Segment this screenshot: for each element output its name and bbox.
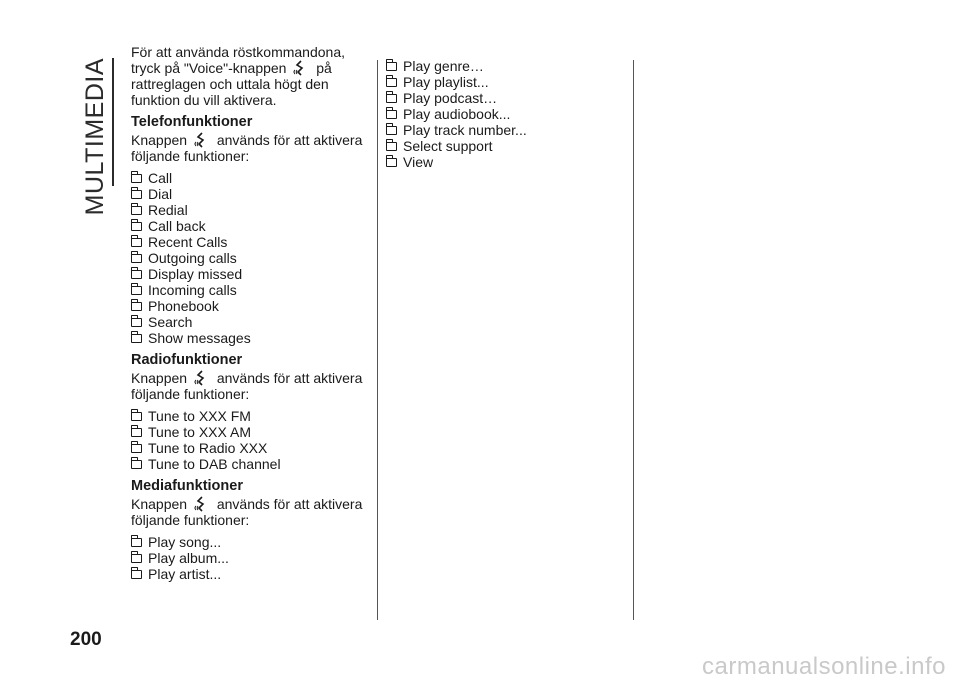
media-heading: Mediafunktioner (131, 478, 243, 494)
list-item (131, 282, 367, 298)
list-item (131, 408, 367, 424)
voice-command-icon (193, 496, 211, 512)
phone-desc-2: används för att aktivera följande funktioner: (131, 132, 363, 164)
checkbox-bullet-icon (386, 126, 397, 135)
checkbox-bullet-icon (131, 254, 142, 263)
checkbox-bullet-icon (386, 94, 397, 103)
radio-heading: Radiofunktioner (131, 352, 243, 368)
radio-desc-1: Knappen (131, 370, 188, 386)
section-label-text: MULTIMEDIA (81, 58, 109, 216)
checkbox-bullet-icon (131, 286, 142, 295)
checkbox-bullet-icon (131, 334, 142, 343)
media-desc-2: används för att aktivera följande funktioner: (131, 496, 363, 528)
list-item (131, 266, 367, 282)
list-item-text: Tune to XXX AM (148, 424, 251, 440)
intro-text-2: på rattreglagen och uttala högt den funktion du vill aktivera. (131, 60, 332, 108)
checkbox-bullet-icon (131, 270, 142, 279)
media-list-continued (386, 58, 622, 170)
list-item (386, 58, 622, 74)
page-number: 200 (70, 629, 102, 650)
list-item (386, 74, 622, 90)
phone-desc-1: Knappen (131, 132, 188, 148)
list-item (131, 186, 367, 202)
checkbox-bullet-icon (386, 142, 397, 151)
list-item (131, 234, 367, 250)
column-divider-2 (633, 60, 634, 620)
checkbox-bullet-icon (131, 412, 142, 421)
watermark: carmanualsonline.info (702, 653, 946, 680)
checkbox-bullet-icon (386, 158, 397, 167)
list-item-text: Play album... (148, 550, 229, 566)
column-left (131, 44, 367, 588)
radio-list (131, 408, 367, 472)
list-item-text: Incoming calls (148, 282, 237, 298)
list-item-text: Phonebook (148, 298, 219, 314)
list-item-text: Call (148, 170, 173, 186)
phone-heading: Telefonfunktioner (131, 114, 253, 130)
column-divider-1 (377, 60, 378, 620)
voice-command-icon (193, 132, 211, 148)
section-label-bar (112, 58, 114, 186)
list-item-text: Tune to Radio XXX (148, 440, 268, 456)
list-item-text: Play song... (148, 534, 222, 550)
list-item (131, 250, 367, 266)
list-item-text: Show messages (148, 330, 251, 346)
phone-list (131, 170, 367, 346)
list-item-text: Select support (403, 138, 493, 154)
checkbox-bullet-icon (131, 238, 142, 247)
list-item (386, 154, 622, 170)
list-item-text: Display missed (148, 266, 243, 282)
intro-paragraph (131, 44, 367, 108)
list-item-text: Dial (148, 186, 173, 202)
list-item (131, 298, 367, 314)
column-middle (386, 44, 622, 176)
checkbox-bullet-icon (131, 538, 142, 547)
checkbox-bullet-icon (131, 206, 142, 215)
list-item-text: Tune to DAB channel (148, 456, 281, 472)
list-item (131, 202, 367, 218)
list-item (131, 314, 367, 330)
phone-desc (131, 132, 367, 164)
list-item-text: Play artist... (148, 566, 222, 582)
checkbox-bullet-icon (131, 222, 142, 231)
list-item (131, 424, 367, 440)
checkbox-bullet-icon (131, 570, 142, 579)
list-item (386, 106, 622, 122)
list-item (131, 218, 367, 234)
checkbox-bullet-icon (131, 318, 142, 327)
list-item (131, 534, 367, 550)
list-item (131, 550, 367, 566)
checkbox-bullet-icon (131, 444, 142, 453)
list-item (131, 440, 367, 456)
checkbox-bullet-icon (131, 460, 142, 469)
list-item (131, 170, 367, 186)
list-item-text: Play audiobook... (403, 106, 511, 122)
checkbox-bullet-icon (131, 554, 142, 563)
list-item (386, 90, 622, 106)
section-label (81, 58, 109, 216)
list-item (131, 456, 367, 472)
list-item-text: Tune to XXX FM (148, 408, 251, 424)
checkbox-bullet-icon (131, 302, 142, 311)
list-item-text: Redial (148, 202, 188, 218)
list-item (131, 330, 367, 346)
intro-text-1: För att använda röstkommandona, tryck på "Voice"-knappen (131, 44, 346, 76)
checkbox-bullet-icon (386, 110, 397, 119)
checkbox-bullet-icon (131, 190, 142, 199)
list-item (386, 122, 622, 138)
list-item (131, 566, 367, 582)
list-item-text: View (403, 154, 434, 170)
checkbox-bullet-icon (131, 428, 142, 437)
checkbox-bullet-icon (386, 62, 397, 71)
checkbox-bullet-icon (386, 78, 397, 87)
list-item-text: Search (148, 314, 193, 330)
media-list (131, 534, 367, 582)
list-item-text: Call back (148, 218, 206, 234)
media-desc (131, 496, 367, 528)
list-item-text: Play playlist... (403, 74, 489, 90)
radio-desc (131, 370, 367, 402)
voice-command-icon (193, 370, 211, 386)
media-desc-1: Knappen (131, 496, 188, 512)
radio-desc-2: används för att aktivera följande funktioner: (131, 370, 363, 402)
voice-command-icon (292, 60, 310, 76)
checkbox-bullet-icon (131, 174, 142, 183)
list-item-text: Outgoing calls (148, 250, 237, 266)
list-item-text: Play genre… (403, 58, 484, 74)
list-item (386, 138, 622, 154)
list-item-text: Recent Calls (148, 234, 228, 250)
list-item-text: Play podcast… (403, 90, 498, 106)
list-item-text: Play track number... (403, 122, 527, 138)
